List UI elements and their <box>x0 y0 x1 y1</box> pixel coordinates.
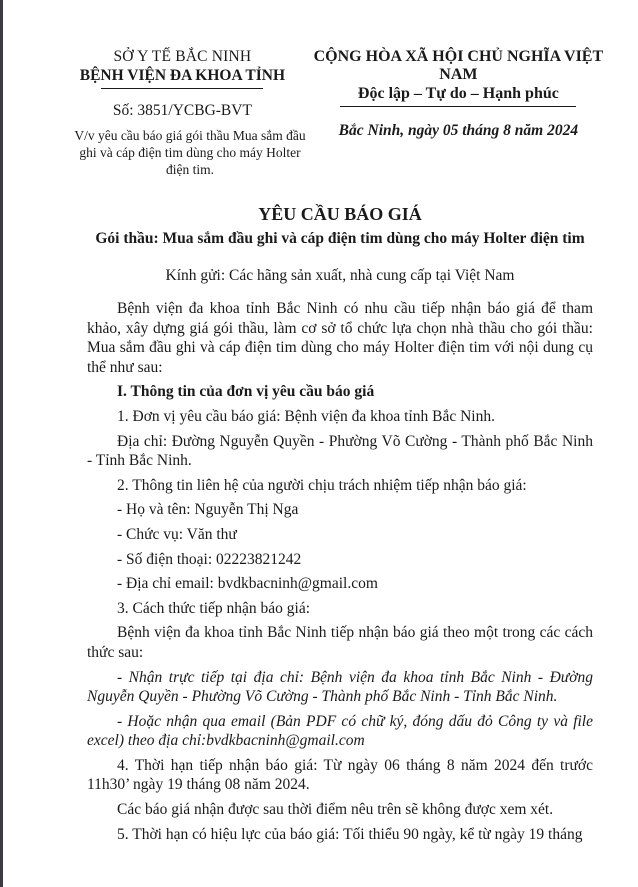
body-paragraph: 2. Thông tin liên hệ của người chịu trách nhiệm tiếp nhận báo giá: <box>117 476 527 494</box>
body-paragraph: - Hoặc nhận qua email (Bản PDF có chữ ký, đóng dấu đỏ Công ty và file excel) theo địa chỉ:bvdkbacninh@gmail.com <box>87 712 593 750</box>
salutation-line: Kính gửi: Các hãng sản xuất, nhà cung cấp tại Việt Nam <box>165 267 515 284</box>
national-motto: Độc lập – Tự do – Hạnh phúc <box>357 85 559 102</box>
body-paragraph: - Số điện thoại: 02223821242 <box>117 550 302 568</box>
body-paragraph: - Họ và tên: Nguyễn Thị Nga <box>117 501 299 519</box>
body-paragraph: Địa chỉ: Đường Nguyễn Quyền - Phường Võ Cường - Thành phố Bắc Ninh - Tỉnh Bắc Ninh. <box>87 432 593 470</box>
doc-number: Số: 3851/YCBG-BVT <box>112 102 252 119</box>
org-name: BỆNH VIỆN ĐA KHOA TỈNH <box>79 67 286 84</box>
national-header-block <box>293 48 624 178</box>
country-name: CỘNG HÒA XÃ HỘI CHỦ NGHĨA VIỆT NAM <box>313 48 604 83</box>
doc-title: YÊU CẦU BÁO GIÁ <box>258 204 422 224</box>
body-paragraph: Bệnh viện đa khoa tỉnh Bắc Ninh tiếp nhận báo giá theo một trong các cách thức sau: <box>87 624 593 661</box>
intro-paragraph: Bệnh viện đa khoa tỉnh Bắc Ninh có nhu cầu tiếp nhận báo giá để tham khảo, xây dựng giá gói thầu, làm cơ sở tổ chức lựa chọn nhà thầu cho gói thầu: Mua sắm đầu ghi và cáp điện tim dùng cho máy Holter điện tim với nội dung cụ thể như sau: <box>87 300 593 376</box>
document-body <box>87 203 593 844</box>
body-text <box>87 299 593 844</box>
scan-edge-line <box>0 0 3 887</box>
doc-subject: V/v yêu cầu báo giá gói thầu Mua sắm đầu ghi và cáp điện tim dùng cho máy Holter điện tim. <box>74 128 306 177</box>
body-paragraph: - Địa chỉ email: bvdkbacninh@gmail.com <box>117 575 378 593</box>
section-heading: I. Thông tin của đơn vị yêu cầu báo giá <box>117 383 375 401</box>
doc-subtitle: Gói thầu: Mua sắm đầu ghi và cáp điện tim dùng cho máy Holter điện tim <box>95 230 585 247</box>
motto-underline <box>340 106 576 107</box>
body-paragraph: 1. Đơn vị yêu cầu báo giá: Bệnh viện đa khoa tỉnh Bắc Ninh. <box>117 407 495 425</box>
issuer-underline <box>101 88 263 89</box>
body-paragraph: Các báo giá nhận được sau thời điểm nêu trên sẽ không được xem xét. <box>117 801 554 819</box>
body-paragraph: - Nhận trực tiếp tại địa chỉ: Bệnh viện đa khoa tỉnh Bắc Ninh - Đường Nguyễn Quyền - Phường Võ Cường - Thành phố Bắc Ninh - Tỉnh Bắc Ninh. <box>87 668 593 706</box>
body-paragraph: 3. Cách thức tiếp nhận báo giá: <box>117 599 311 617</box>
place-date-line: Bắc Ninh, ngày 05 tháng 8 năm 2024 <box>338 122 579 139</box>
parent-org-name: SỞ Y TẾ BẮC NINH <box>113 48 252 65</box>
body-paragraph: 4. Thời hạn tiếp nhận báo giá: Từ ngày 06 tháng 8 năm 2024 đến trước 11h30’ ngày 19 tháng 08 năm 2024. <box>87 756 593 794</box>
body-paragraph: 5. Thời hạn có hiệu lực của báo giá: Tối thiểu 90 ngày, kể từ ngày 19 tháng <box>117 825 583 843</box>
issuer-block <box>72 48 306 178</box>
body-paragraph: - Chức vụ: Văn thư <box>117 525 237 543</box>
letterhead <box>72 48 624 178</box>
